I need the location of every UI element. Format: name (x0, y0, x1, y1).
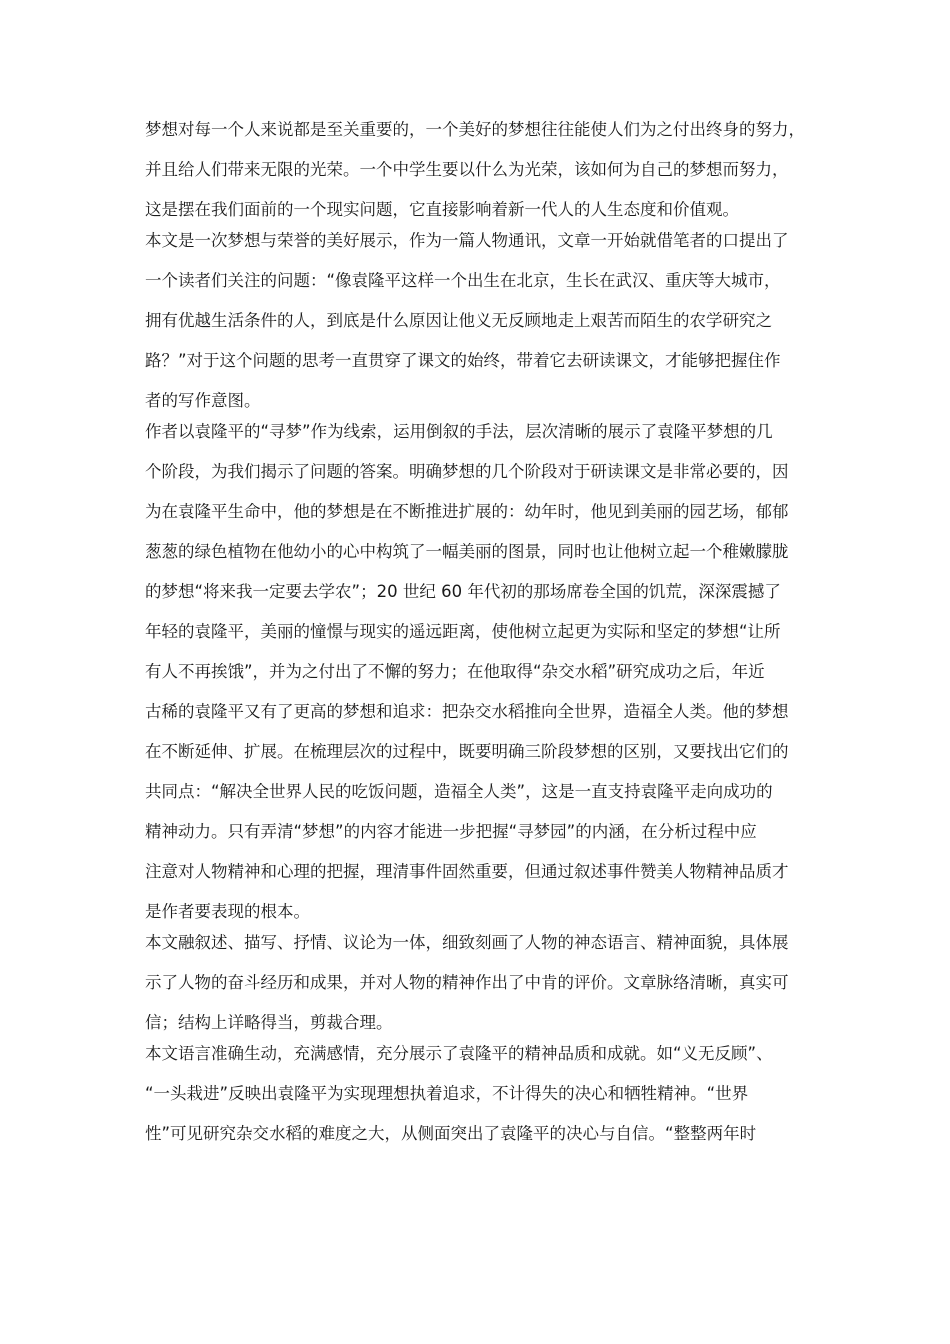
paragraph-2 (145, 229, 817, 413)
text-line: 本文是一次梦想与荣誉的美好展示，作为一篇人物通讯，文章一开始就借笔者的口提出了 (145, 231, 789, 250)
text-line: 的梦想“将来我一定要去学农”；20 世纪 60 年代初的那场席卷全国的饥荒，深深震撼了 (145, 582, 781, 601)
text-line: 共同点：“解决全世界人民的吃饭问题，造福全人类”，这是一直支持袁隆平走向成功的 (145, 782, 773, 801)
text-line: 注意对人物精神和心理的把握，理清事件固然重要，但通过叙述事件赞美人物精神品质才 (145, 862, 789, 881)
text-line: 信；结构上详略得当，剪裁合理。 (145, 1013, 393, 1032)
paragraph-1 (145, 118, 817, 222)
paragraph-5 (145, 1042, 817, 1146)
text-line: 一个读者们关注的问题：“像袁隆平这样一个出生在北京，生长在武汉、重庆等大城市， (145, 271, 781, 290)
document-body (145, 118, 817, 1146)
text-line: 这是摆在我们面前的一个现实问题，它直接影响着新一代人的人生态度和价值观。 (145, 200, 739, 219)
text-line: 在不断延伸、扩展。在梳理层次的过程中，既要明确三阶段梦想的区别，又要找出它们的 (145, 742, 789, 761)
text-line: 本文语言准确生动，充满感情，充分展示了袁隆平的精神品质和成就。如“义无反顾”、 (145, 1044, 773, 1063)
text-line: “一头栽进”反映出袁隆平为实现理想执着追求，不计得失的决心和牺牲精神。“世界 (145, 1084, 749, 1103)
text-line: 拥有优越生活条件的人，到底是什么原因让他义无反顾地走上艰苦而陌生的农学研究之 (145, 311, 772, 330)
text-line: 性”可见研究杂交水稻的难度之大，从侧面突出了袁隆平的决心与自信。“整整两年时 (145, 1124, 757, 1143)
text-line: 示了人物的奋斗经历和成果，并对人物的精神作出了中肯的评价。文章脉络清晰，真实可 (145, 973, 789, 992)
text-line: 年轻的袁隆平，美丽的憧憬与现实的遥远距离，使他树立起更为实际和坚定的梦想“让所 (145, 622, 781, 641)
text-line: 葱葱的绿色植物在他幼小的心中构筑了一幅美丽的图景，同时也让他树立起一个稚嫩朦胧 (145, 542, 789, 561)
text-line: 古稀的袁隆平又有了更高的梦想和追求：把杂交水稻推向全世界，造福全人类。他的梦想 (145, 702, 789, 721)
text-line: 本文融叙述、描写、抒情、议论为一体，细致刻画了人物的神态语言、精神面貌，具体展 (145, 933, 789, 952)
text-line: 有人不再挨饿”，并为之付出了不懈的努力；在他取得“杂交水稻”研究成功之后，年近 (145, 662, 765, 681)
text-line: 精神动力。只有弄清“梦想”的内容才能进一步把握“寻梦园”的内涵，在分析过程中应 (145, 822, 757, 841)
paragraph-3 (145, 420, 817, 924)
text-line: 作者以袁隆平的“寻梦”作为线索，运用倒叙的手法，层次清晰的展示了袁隆平梦想的几 (145, 422, 773, 441)
text-line: 个阶段，为我们揭示了问题的答案。明确梦想的几个阶段对于研读课文是非常必要的，因 (145, 462, 789, 481)
text-line: 并且给人们带来无限的光荣。一个中学生要以什么为光荣，该如何为自己的梦想而努力， (145, 160, 789, 179)
text-line: 路？”对于这个问题的思考一直贯穿了课文的始终，带着它去研读课文，才能够把握住作 (145, 351, 781, 370)
text-line: 是作者要表现的根本。 (145, 902, 310, 921)
text-line: 梦想对每一个人来说都是至关重要的，一个美好的梦想往往能使人们为之付出终身的努力， (145, 120, 805, 139)
paragraph-4 (145, 931, 817, 1035)
text-line: 为在袁隆平生命中，他的梦想是在不断推进扩展的：幼年时，他见到美丽的园艺场，郁郁 (145, 502, 789, 521)
text-line: 者的写作意图。 (145, 391, 261, 410)
